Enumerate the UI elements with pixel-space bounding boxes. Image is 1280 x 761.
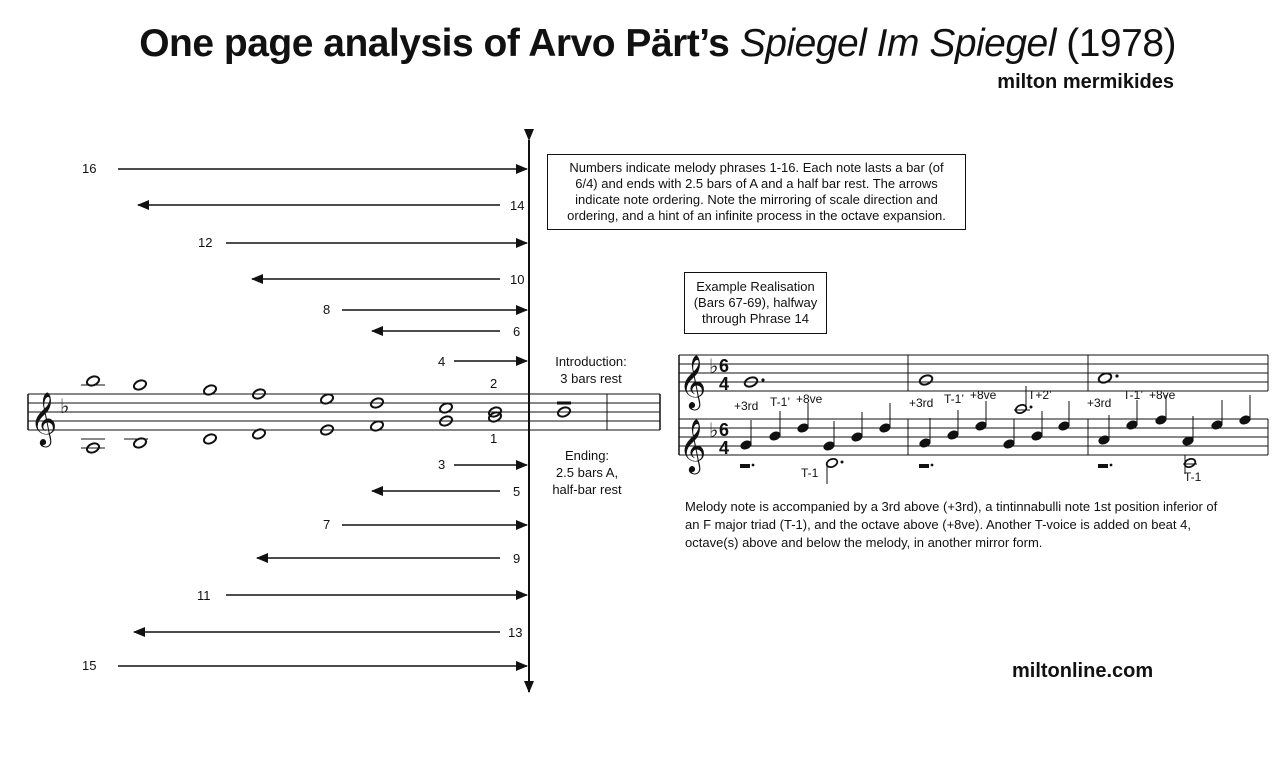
- treble-clef-icon: 𝄞: [679, 355, 707, 407]
- flat-icon: ♭: [709, 356, 719, 378]
- introduction-label: [546, 353, 636, 387]
- annotation-t2-prime: T+2’: [1028, 388, 1052, 402]
- phrase-numbers: [82, 161, 524, 673]
- time-sig-top: 6: [719, 420, 730, 440]
- melody-note: [918, 374, 933, 387]
- legend-line: 6/4) and ends with 2.5 bars of A and a half bar rest. The arrows: [575, 176, 938, 191]
- annotation-third: +3rd: [909, 396, 934, 410]
- voice-annotations: [734, 388, 1202, 484]
- example-staves: [679, 355, 1268, 455]
- phrase-number: 15: [82, 658, 97, 673]
- treble-clef-icon: 𝄞: [30, 392, 58, 444]
- note-lower: [203, 433, 218, 446]
- legend-notes-box: [547, 154, 966, 230]
- scale-notes: [86, 375, 572, 455]
- annotation-octave: +8ve: [796, 392, 823, 406]
- title-prefix: One page analysis of Arvo Pärt’s: [139, 22, 740, 65]
- intro-line: 3 bars rest: [560, 371, 622, 386]
- realisation-caption: [685, 498, 1250, 552]
- phrase-number: 2: [490, 376, 498, 391]
- website-link[interactable]: miltonline.com: [1012, 660, 1154, 682]
- annotation-octave: +8ve: [970, 388, 997, 402]
- time-sig-bottom: 4: [719, 374, 730, 394]
- melody-notes: [743, 372, 1112, 389]
- caption-line: Melody note is accompanied by a 3rd above (+3rd), a tintinnabulli note 1st position inferior of: [685, 499, 1218, 514]
- time-sig-top: 6: [719, 356, 730, 376]
- time-sig-bottom: 4: [719, 438, 730, 458]
- phrase-number: 5: [513, 484, 521, 499]
- ending-label: [542, 447, 632, 498]
- example-line: Example Realisation: [696, 279, 815, 294]
- example-line: (Bars 67-69), halfway: [693, 295, 818, 310]
- phrase-number: 14: [510, 198, 525, 213]
- flat-icon: ♭: [709, 420, 719, 442]
- annotation-t1: T-1: [801, 466, 819, 480]
- author-name: milton mermikides: [997, 71, 1174, 93]
- flat-icon: ♭: [60, 396, 70, 418]
- phrase-number: 1: [490, 431, 498, 446]
- note-upper: [133, 379, 148, 392]
- phrase-number: 8: [323, 302, 331, 317]
- example-realisation-box: [684, 272, 827, 334]
- phrase-number: 7: [323, 517, 331, 532]
- phrase-number: 4: [438, 354, 446, 369]
- annotation-t1-prime: T-1’: [944, 392, 965, 406]
- ending-line: Ending:: [564, 448, 610, 463]
- phrase-number: 6: [513, 324, 521, 339]
- legend-line: Numbers indicate melody phrases 1-16. Each note lasts a bar (of: [569, 160, 944, 175]
- phrase-number: 3: [438, 457, 446, 472]
- annotation-octave: +8ve: [1149, 388, 1176, 402]
- ending-line: half-bar rest: [552, 482, 622, 497]
- annotation-third: +3rd: [1087, 396, 1112, 410]
- annotation-third: +3rd: [734, 399, 759, 413]
- phrase-number: 9: [513, 551, 521, 566]
- phrase-number: 16: [82, 161, 97, 176]
- legend-line: indicate note ordering. Note the mirroring of scale direction and: [575, 192, 938, 207]
- ending-line: 2.5 bars A,: [555, 465, 619, 480]
- caption-line: an F major triad (T-1), and the octave above (+8ve). Another T-voice is added on beat 4,: [685, 517, 1191, 532]
- phrase-number: 10: [510, 272, 525, 287]
- caption-line: octave(s) above and below the melody, in another mirror form.: [685, 535, 1043, 550]
- legend-line: ordering, and a hint of an infinite process in the octave expansion.: [567, 208, 946, 223]
- title-year: (1978): [1055, 22, 1176, 65]
- intro-line: Introduction:: [555, 354, 627, 369]
- example-line: through Phrase 14: [702, 311, 809, 326]
- treble-clef-icon: 𝄞: [679, 419, 707, 471]
- phrase-number: 11: [197, 588, 211, 603]
- phrase-number: 12: [198, 235, 213, 250]
- annotation-t1-prime: T-1’: [770, 395, 791, 409]
- annotation-t1-prime: T-1’: [1123, 388, 1144, 402]
- phrase-arrows: [118, 169, 527, 666]
- title-work: Spiegel Im Spiegel: [739, 22, 1056, 65]
- phrase-number: 13: [508, 625, 523, 640]
- annotation-t1: T-1: [1184, 470, 1202, 484]
